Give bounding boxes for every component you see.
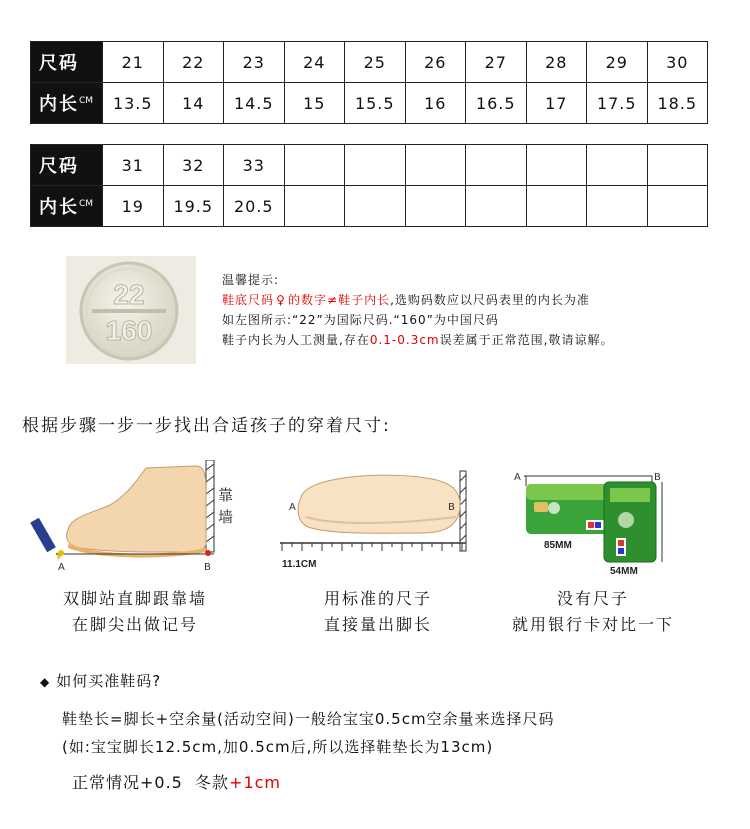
tips-line-3: 鞋子内长为人工测量,存在0.1-0.3cm误差属于正常范围,敬请谅解。 <box>222 333 614 347</box>
size-cell <box>345 145 406 186</box>
tips-line-2: 如左图所示:“22”为国际尺码.“160”为中国尺码 <box>222 313 499 327</box>
size-cell <box>284 145 345 186</box>
size-cell: 23 <box>224 42 285 83</box>
length-cell: 15.5 <box>345 83 406 124</box>
size-table-1 <box>30 41 708 124</box>
size-cell: 24 <box>284 42 345 83</box>
length-cell: 16.5 <box>466 83 527 124</box>
point-b-label: B <box>654 472 661 483</box>
length-cell: 20.5 <box>224 186 285 227</box>
point-a-label: A <box>58 562 65 573</box>
size-cell: 22 <box>163 42 224 83</box>
diamond-bullet-icon: ◆ <box>40 675 51 689</box>
length-cell <box>587 186 648 227</box>
size-cell <box>647 145 708 186</box>
foot-against-wall-illustration <box>28 460 250 580</box>
steps-title: 根据步骤一步一步找出合适孩子的穿着尺寸: <box>22 416 391 436</box>
ruler-length-label: 11.1CM <box>282 559 317 570</box>
length-cell: 16 <box>405 83 466 124</box>
size-cell: 31 <box>103 145 164 186</box>
length-header: 内长$^{CM}$ <box>31 186 103 227</box>
length-cell <box>405 186 466 227</box>
tips-title: 温馨提示: <box>222 273 280 287</box>
length-cell: 14 <box>163 83 224 124</box>
step-1-caption-line: 双脚站直脚跟靠墙 <box>62 589 207 608</box>
size-cell: 25 <box>345 42 406 83</box>
length-cell <box>526 186 587 227</box>
length-cell: 19.5 <box>163 186 224 227</box>
card-width-label: 85MM <box>544 540 572 551</box>
wall-label-1: 靠 <box>218 486 234 504</box>
size-cell <box>405 145 466 186</box>
size-cell: 26 <box>405 42 466 83</box>
size-header: 尺码 <box>31 42 103 83</box>
size-cell <box>466 145 527 186</box>
step-1-caption <box>10 586 260 638</box>
faq-line-2: (如:宝宝脚长12.5cm,加0.5cm后,所以选择鞋垫长为13cm) <box>62 738 494 756</box>
length-header: 内长$^{CM}$ <box>31 83 103 124</box>
length-cell: 14.5 <box>224 83 285 124</box>
size-cell: 28 <box>526 42 587 83</box>
step-2-caption-line: 直接量出脚长 <box>323 615 432 634</box>
tips-line-1: 鞋底尺码 ♀ 的数字≠鞋子内长,选购码数应以尺码表里的内长为准 <box>222 293 590 307</box>
size-cell: 21 <box>103 42 164 83</box>
faq-line-1: 鞋垫长=脚长+空余量(活动空间)一般给宝宝0.5cm空余量来选择尺码 <box>62 710 555 728</box>
stamp-top-number: 22 <box>113 279 145 310</box>
length-cell: 19 <box>103 186 164 227</box>
stamp-bottom-number: 160 <box>105 315 153 346</box>
tips-block <box>222 270 613 350</box>
length-cell <box>345 186 406 227</box>
length-cell: 17.5 <box>587 83 648 124</box>
faq-line-3: 正常情况+0.5 冬款+1cm <box>72 773 281 792</box>
wall-label-2: 墙 <box>218 508 234 526</box>
length-row <box>31 83 708 124</box>
length-cell <box>284 186 345 227</box>
size-cell: 29 <box>587 42 648 83</box>
size-row <box>31 145 708 186</box>
point-b-label: B <box>448 502 455 513</box>
step-2-caption <box>253 586 503 638</box>
step-3-caption-line: 就用银行卡对比一下 <box>511 615 674 634</box>
point-a-label: A <box>289 502 296 513</box>
point-a-label: A <box>514 472 521 483</box>
size-cell: 32 <box>163 145 224 186</box>
length-cell: 17 <box>526 83 587 124</box>
length-cell: 18.5 <box>647 83 708 124</box>
ruler-measure-illustration <box>272 465 482 580</box>
size-cell: 27 <box>466 42 527 83</box>
size-header: 尺码 <box>31 145 103 186</box>
size-table-2 <box>30 144 708 227</box>
card-height-label: 54MM <box>610 566 638 577</box>
size-row <box>31 42 708 83</box>
length-cell <box>466 186 527 227</box>
bank-card-illustration <box>512 468 682 580</box>
sole-stamp-image <box>66 256 196 364</box>
step-3-caption-line: 没有尺子 <box>556 589 629 608</box>
size-cell: 33 <box>224 145 285 186</box>
step-1-caption-line: 在脚尖出做记号 <box>71 615 198 634</box>
length-row <box>31 186 708 227</box>
step-3-caption <box>468 586 718 638</box>
length-cell: 15 <box>284 83 345 124</box>
length-cell <box>647 186 708 227</box>
size-cell <box>526 145 587 186</box>
step-2-caption-line: 用标准的尺子 <box>323 589 432 608</box>
size-cell: 30 <box>647 42 708 83</box>
size-cell <box>587 145 648 186</box>
ruler-ticks <box>282 543 462 551</box>
point-b-label: B <box>204 562 211 573</box>
faq-question: ◆ 如何买准鞋码? <box>40 672 162 690</box>
length-cell: 13.5 <box>103 83 164 124</box>
